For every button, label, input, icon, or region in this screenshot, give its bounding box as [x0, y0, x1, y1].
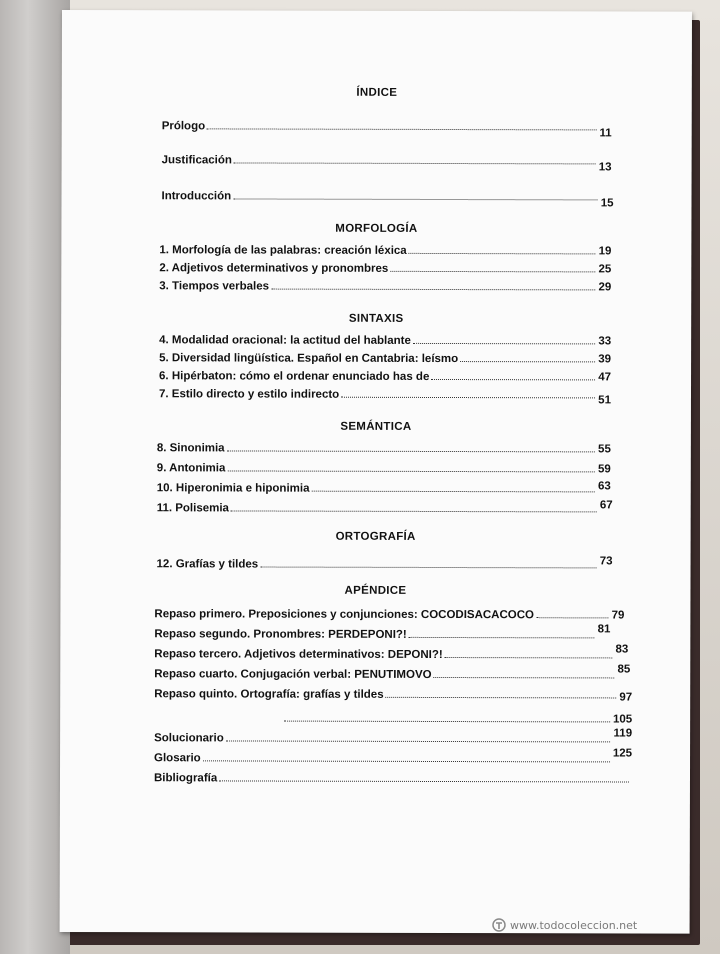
entry-label: Justificación — [161, 154, 232, 167]
dot-leader — [386, 697, 617, 699]
entry-label: 1. Morfología de las palabras: creación léxica — [159, 244, 407, 257]
dot-leader — [434, 677, 615, 678]
entry-label: Repaso tercero. Adjetivos determinativos: DEPONI?! — [154, 648, 443, 661]
entry-label: Bibliografía — [153, 772, 218, 785]
entry-page: 39 — [598, 353, 612, 366]
entry-page: 125 — [612, 747, 633, 760]
entry-page: 67 — [599, 499, 613, 512]
entry-label: Prólogo — [161, 120, 206, 133]
watermark — [492, 918, 637, 932]
dot-leader — [284, 721, 610, 723]
entry-page: 47 — [598, 371, 612, 384]
dot-leader — [390, 271, 595, 273]
entry-label: Glosario — [154, 752, 201, 765]
section-heading-ortografia: ORTOGRAFÍA — [335, 530, 416, 543]
toc-entry-solucionario — [154, 728, 632, 745]
toc-entry-glosario — [154, 748, 632, 765]
dot-leader — [227, 470, 595, 472]
entry-page: 63 — [597, 480, 611, 493]
toc-entry — [157, 554, 613, 571]
dot-leader — [207, 128, 596, 130]
toc-entry — [154, 684, 633, 704]
toc-entry — [154, 644, 628, 661]
dot-leader — [226, 740, 611, 742]
entry-label: Repaso cuarto. Conjugación verbal: PENUTIMOVO — [154, 668, 432, 681]
section-heading-apendice: APÉNDICE — [344, 584, 407, 597]
watermark-text: www.todocoleccion.net — [510, 918, 638, 932]
entry-label: 12. Grafías y tildes — [156, 558, 259, 571]
toc-entry — [159, 330, 611, 347]
entry-page: 19 — [598, 245, 612, 258]
toc-entry-justificacion — [161, 150, 612, 174]
index-page — [60, 10, 692, 934]
section-heading-semantica: SEMÁNTICA — [340, 420, 412, 433]
entry-label: 10. Hiperonimia e hiponimia — [156, 482, 310, 495]
toc-entry — [157, 478, 611, 495]
entry-label: 7. Estilo directo y estilo indirecto — [158, 388, 340, 401]
index-title: ÍNDICE — [356, 86, 398, 99]
dot-leader — [409, 637, 595, 638]
dot-leader — [234, 162, 596, 164]
entry-label: Solucionario — [154, 732, 224, 745]
dot-leader — [341, 397, 595, 399]
toc-entry-prologo — [161, 116, 612, 140]
entry-page: 15 — [600, 197, 614, 210]
dot-leader — [413, 343, 595, 344]
dot-leader — [409, 253, 596, 254]
dot-leader — [260, 567, 597, 569]
toc-entry-unlabeled — [154, 708, 632, 725]
entry-page: 13 — [598, 161, 612, 174]
toc-entry — [154, 624, 610, 641]
entry-page: 119 — [613, 727, 633, 740]
toc-entry — [159, 366, 611, 383]
toc-entry — [158, 384, 611, 407]
entry-page: 85 — [617, 663, 631, 676]
dot-leader — [227, 450, 595, 452]
entry-label: 6. Hipérbaton: cómo el ordenar enunciado has de — [159, 370, 430, 383]
entry-page: 55 — [598, 443, 611, 456]
entry-label: 8. Sinonimia — [156, 442, 225, 455]
entry-label: Repaso primero. Preposiciones y conjunciones: COCODISACACOCO — [154, 608, 535, 622]
toc-entry — [157, 458, 611, 475]
entry-label: Repaso segundo. Pronombres: PERDEPONI?! — [154, 628, 407, 641]
toc-entry — [157, 438, 611, 455]
dot-leader — [233, 198, 598, 200]
table-of-contents — [60, 10, 692, 934]
dot-leader — [431, 379, 595, 380]
entry-page: 83 — [615, 643, 629, 656]
section-heading-sintaxis: SINTAXIS — [348, 312, 404, 325]
toc-entry — [154, 604, 624, 621]
entry-label: Repaso quinto. Ortografía: grafías y tildes — [154, 688, 384, 701]
entry-label: 4. Modalidad oracional: la actitud del hablante — [159, 334, 411, 347]
dot-leader — [460, 361, 595, 362]
toc-entry — [159, 348, 611, 365]
dot-leader — [311, 491, 594, 493]
dot-leader — [536, 617, 609, 618]
entry-page: 97 — [619, 691, 633, 704]
entry-page: 29 — [598, 281, 612, 294]
entry-label: 5. Diversidad lingüística. Español en Cantabria: leísmo — [159, 352, 459, 366]
entry-page: 25 — [598, 263, 612, 276]
entry-label: 2. Adjetivos determinativos y pronombres — [159, 262, 389, 275]
toc-entry — [159, 258, 611, 275]
entry-page: 51 — [598, 394, 611, 407]
dot-leader — [271, 289, 595, 291]
entry-page: 105 — [612, 713, 633, 726]
toc-entry — [159, 276, 611, 293]
toc-entry — [159, 240, 611, 257]
toc-entry — [157, 498, 613, 515]
entry-page: 79 — [611, 609, 625, 622]
toc-entry — [154, 664, 630, 681]
entry-page: 81 — [597, 623, 611, 636]
dot-leader — [231, 510, 597, 512]
entry-page: 11 — [599, 127, 612, 140]
dot-leader — [445, 657, 613, 658]
toc-entry-bibliografia — [154, 768, 632, 785]
entry-label: 11. Polisemia — [156, 502, 229, 515]
toc-entry-introduccion — [161, 186, 614, 210]
entry-page: 73 — [599, 555, 613, 568]
entry-label: 9. Antonimia — [156, 462, 226, 475]
entry-label: 3. Tiempos verbales — [159, 280, 270, 293]
todocoleccion-logo-icon — [492, 918, 506, 932]
section-heading-morfologia: MORFOLOGÍA — [335, 222, 418, 235]
entry-page: 33 — [598, 335, 612, 348]
dot-leader — [219, 780, 629, 782]
entry-label: Introducción — [161, 190, 232, 203]
dot-leader — [203, 760, 610, 762]
entry-page: 59 — [597, 463, 611, 476]
